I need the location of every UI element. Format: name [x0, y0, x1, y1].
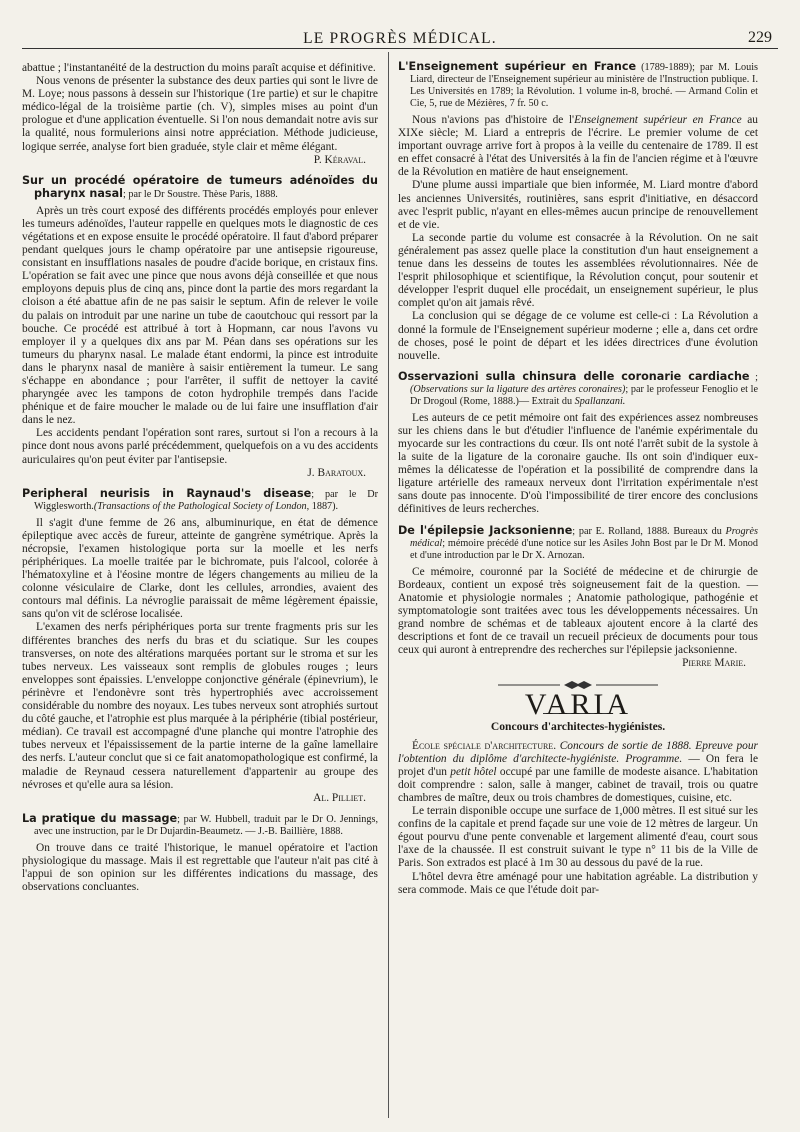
paragraph: Les accidents pendant l'opération sont rares, surtout si l'on a recours à la pince dont nous avons parlé précédemment, quelquefois on a vu des accidents auriculaires qu'on peut éviter par l'antisepsie.	[22, 427, 378, 466]
review-heading	[22, 175, 378, 201]
review-title: De l'épilepsie Jacksonienne	[398, 523, 573, 537]
page-number: 229	[748, 29, 772, 46]
column-divider	[388, 52, 389, 1118]
paragraph: L'hôtel devra être aménagé pour une habitation agréable. La distribution y sera commode. Mais ce que l'étude doit par-	[398, 870, 758, 896]
review-title: L'Enseignement supérieur en France	[398, 60, 637, 73]
paragraph: Ce mémoire, couronné par la Société de médecine et de chirurgie de Bordeaux, contient un exposé très soigneusement fait de la question. — Anatomie et physiologie normales ; Anatomie pathologique, pathogénie et symptomatologie sont traitées avec tous les développements nécessaires. Un grand nombre de schémas et de tableaux ajoutent encore à la clarté des descriptions et font de ce travail un recueil précieux de documents pour tous ceux qui auront à entreprendre des recherches sur l'épilepsie jacksonienne.	[398, 565, 758, 657]
review-title: Osservazioni sulla chinsura delle coronarie cardiache	[398, 369, 750, 383]
review-title: La pratique du massage	[22, 811, 178, 825]
author-signature: Al. Pilliet.	[313, 791, 366, 804]
paragraph: Nous venons de présenter la substance des deux parties qui sont le livre de M. Loye; nous passons à dessein sur l'historique (1re partie) et sur le chapitre médico-légal de la troisième partie (ch. V), simples mises au point d'un prologue et d'une application éventuelle. Si l'on nous demandait notre avis sur la qualité, nous formulerions ainsi notre appréciation. Méthode judicieuse, logique serrée, analyse fort bien graduée, style clair et même élégant.	[22, 75, 378, 153]
paragraph: Le terrain disponible occupe une surface de 1,000 mètres. Il est situé sur les confins de la capitale et prend façade sur une voie de 12 mètres de largeur. Un égout pourvu d'une pente convenable et largement alimenté d'eau, court sous l'axe de la chaussée. Il est construit suivant le type n° 11 bis de la Ville de Paris. Son extrados est placé à 1m 30 au dessous du pavé de la rue.	[398, 805, 758, 870]
author-signature: J. Baratoux.	[307, 466, 366, 479]
author-signature: P. Kéraval.	[313, 153, 366, 166]
review-heading	[398, 61, 758, 110]
review-reference: ; par le Dr Wigglesworth.	[34, 488, 378, 512]
header-rule	[22, 48, 778, 49]
paragraph: L'examen des nerfs périphériques porta sur trente fragments pris sur les différentes branches des nerfs du bras et du sciatique. Sur les coupes transverses, on note des altérations marquées portant sur le stroma et sur les tubes nerveux. Les vaisseaux sont remplis de globules rouges ; leurs enveloppes sont épaissies. L'enveloppe conjonctive générale (épinevrium), le périnèvre et l'endonèvre sont très hypertrophiés avec accroissement considérable du nombre des noyaux. Les tubes nerveux sont atrophiés surtout du côté gauche, et l'atrophie est plus marquée à la périphérie (tibial postérieur, médian). Ce travail est accompagné d'une planche qui montre l'atrophie des tubes nerveux et l'épaississement de la partie interne de la gaîne lamellaire des nerfs. L'auteur conclut que si ce fait anatomopathologique est confirmé, la maladie de Reynaud cessera naturellement d'appartenir au groupe des névroses et qu'elle aura sa lésion.	[22, 621, 378, 791]
author-signature: Pierre Marie.	[682, 657, 746, 670]
review-reference: ; par le Dr Soustre. Thèse Paris, 1888.	[122, 188, 278, 200]
review-heading	[22, 813, 378, 838]
review-reference: ; par W. Hubbell, traduit par le Dr O. Jennings, avec une instruction, par le Dr Dujardin-Beaumetz. — J.-B. Baillière, 1888.	[34, 813, 378, 837]
review-heading: Osservazioni sulla chinsura delle coronarie cardiache ; (Observations sur la ligature des artères coronaires); par le professeur Fenoglio et le Dr Drogoul (Rome, 1888.)— Extrait du Spallanzani.	[398, 369, 758, 407]
paragraph: Après un très court exposé des différents procédés employés pour enlever les tumeurs adénoïdes, l'auteur rappelle en quelques mots le diagnostic de ces végétations et en expose ensuite le procédé opératoire. Il faut d'abord préparer pendant quelques jours le champ opératoire par une antisepsie rigoureuse, consistant en insufflations nasales de poudre d'acide borique, en cristaux fins. L'opération se fait avec une pince que nous avons déjà conseillée et que nous employons depuis plus de cinq ans, pince dont la partie des mors regardant la cloison a été abattue afin de ne pas saisir le septum. Afin de relever le voile du palais on introduit par une narine un tube de caoutchouc qui ressort par la bouche. Ce procédé est attribué à tort à Hopmann, car nous l'avons vu employer il y a quelques dix ans par M. Péan dans ses opérations sur les tumeurs du pharynx nasal. Le malade étant endormi, la pince est introduite dans le pharynx nasal de manière à saisir entièrement la tumeur. Le sang s'échappe en abondance ; pour l'arrêter, il suffit de nettoyer la cavité pharyngée avec les tampons de coton hydrophile trempés dans l'acide phénique et de faire moucher le malade ou de lui faire une insufflation d'air dans le nez.	[22, 204, 378, 427]
review-reference-source: (Transactions of the Pathological Society of London,	[93, 500, 310, 512]
page-header	[22, 30, 778, 50]
paragraph: Nous n'avions pas d'histoire de l'Enseignement supérieur en France au XIXe siècle; M. Liard a entrepris de l'écrire. Le premier volume de cet important ouvrage arrive fort à propos à la veille du centenaire de 1789. Il est en effet consacré à l'état des Universités à la fin de l'ancien régime et à l'œuvre de la Révolution en matière de haut enseignement.	[398, 114, 758, 179]
paragraph: On trouve dans ce traité l'historique, le manuel opératoire et l'action physiologique du massage. Mais il est regrettable que l'auteur n'ait pas cité à l'appui de son opinion sur les différentes indications du massage, des observations concluantes.	[22, 841, 378, 894]
paragraph: Les auteurs de ce petit mémoire ont fait des expériences assez nombreuses sur les chiens dans le but d'étudier l'influence de l'anémie expérimentale du myocarde sur les contractions du cœur. Ils ont noté l'arrêt subit de la systole à la suite de la ligature de la coronaire gauche. Ils ont soin d'indiquer eux-mêmes la délicatesse de l'opération et la possibilité de comprendre dans la ligature artérielle des rameaux nerveux dont l'irritation expérimentale n'est sans doute pas innocente. D'où l'impossibilité de tirer encore des conclusions définitives de leurs recherches.	[398, 411, 758, 516]
right-column	[398, 62, 758, 897]
paragraph: École spéciale d'architecture. Concours de sortie de 1888. Epreuve pour l'obtention du diplôme d'architecte-hygiéniste. Programme. — On fera le projet d'un petit hôtel occupé par une famille de modeste aisance. L'habitation doit comprendre : salon, salle à manger, cabinet de travail, trois ou quatre chambres de maître, deux ou trois chambres de domestiques, cuisine, etc.	[398, 739, 759, 804]
review-title: Peripheral neurisis in Raynaud's disease	[22, 486, 312, 500]
review-reference-year: 1887).	[309, 500, 339, 512]
left-column	[22, 62, 378, 894]
paragraph: Il s'agit d'une femme de 26 ans, albuminurique, en état de démence épileptique avec accès de fureur, atteinte de gangrène symétrique. Après la nécropsie, l'examen histologique porta sur la moelle et les nerfs périphériques. La moelle traitée par le bichromate, puis l'alcool, colorée à l'hématoxyline et à l'éosine montre de légers changements au milieu de la colonne vésiculaire de Clarke, dont les cellules, arrondies, avaient des contours mal définis. La névroglie paraissait de même légèrement épaissie, sans qu'on vit de sclérose localisée.	[22, 516, 378, 621]
paragraph: D'une plume aussi impartiale que bien informée, M. Liard montre d'abord les anciennes Universités, routinières, sans esprit d'initiative, en désaccord avec l'esprit public, n'ayant en elles-mêmes aucun principe de renouvellement et de vie.	[398, 179, 758, 231]
review-heading: De l'épilepsie Jacksonienne; par E. Rolland, 1888. Bureaux du Progrès médical; mémoire précédé d'une notice sur les Asiles John Bost par le Dr M. Monod et d'une introduction par le Dr X. Arnozan.	[398, 523, 758, 561]
review-reference: (1789-1889); par M. Louis Liard, directeur de l'Enseignement supérieur au ministère de l'Instruction publique. I. Les Universités en 1789; la Révolution. 1 volume in-8, broché. — Armand Colin et Cie, 5, rue de Mézières, 7 fr. 50 c.	[410, 62, 759, 109]
paragraph: La conclusion qui se dégage de ce volume est celle-ci : La Révolution a donné la formule de l'Enseignement supérieur moderne ; elle a, dans cet ordre de choses, posé le point de départ et les idées directrices d'une évolution nouvelle.	[398, 310, 758, 362]
paragraph: La seconde partie du volume est consacrée à la Révolution. On ne sait généralement pas assez quelle place la constitution d'un haut enseignement a tenue dans les desseins de toutes les assemblées révolutionnaires. Née de l'esprit philosophique et scientifique, la Révolution conçut, pour soutenir et développer l'esprit duquel elle procédait, un enseignement supérieur, le plus complet qu'on ait jamais rêvé.	[398, 231, 758, 310]
review-title: Sur un procédé opératoire de tumeurs adénoïdes du pharynx nasal	[22, 173, 378, 200]
section-title: VARIA	[524, 688, 632, 722]
paragraph: abattue ; l'instantanéité de la destruction du moins paraît acquise et définitive.	[22, 62, 376, 74]
review-heading	[22, 488, 378, 513]
section-subtitle: Concours d'architectes-hygiénistes.	[490, 720, 666, 734]
running-title: LE PROGRÈS MÉDICAL.	[303, 30, 497, 47]
